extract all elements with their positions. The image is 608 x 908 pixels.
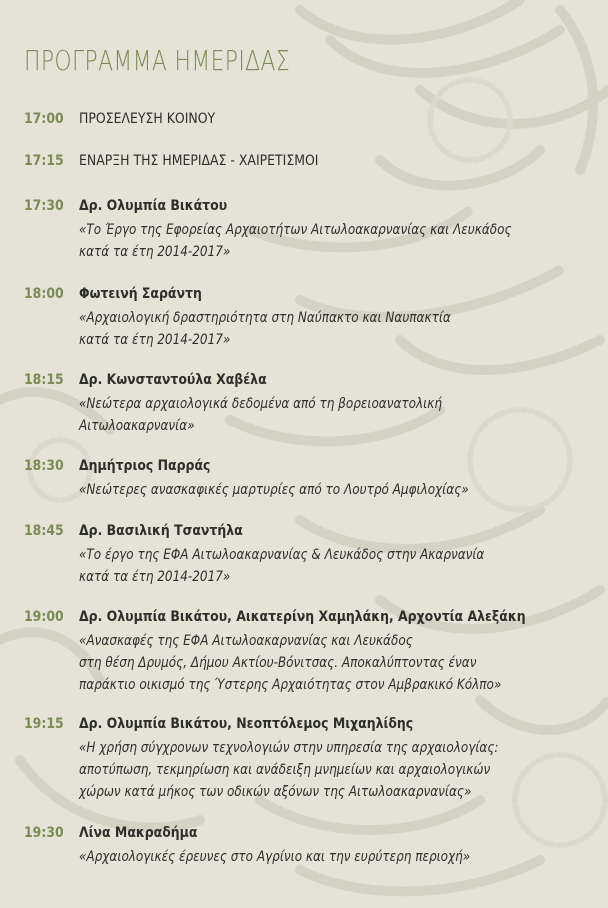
item-heading: Λίνα Μακραδήμα: [79, 825, 198, 841]
item-heading: Δρ. Βασιλική Τσαντήλα: [79, 523, 243, 539]
item-description: [79, 630, 501, 696]
item-time: 18:30: [24, 458, 64, 474]
description-line: «Το Έργο της Εφορείας Αρχαιοτήτων Αιτωλοακαρνανίας και Λευκάδος: [79, 222, 512, 238]
item-time: 17:15: [24, 153, 64, 169]
item-description: [79, 393, 442, 437]
item-description: [79, 737, 498, 803]
item-description: [79, 544, 484, 588]
description-line: Αιτωλοακαρνανία»: [79, 418, 195, 434]
description-line: κατά τα έτη 2014-2017»: [79, 244, 231, 260]
description-line: παράκτιο οικισμό της Ύστερης Αρχαιότητας στον Αμβρακικό Κόλπο»: [79, 677, 502, 693]
item-heading: Δρ. Κωνσταντούλα Χαβέλα: [79, 372, 267, 388]
page-title: ΠΡΟΓΡΑΜΜΑ ΗΜΕΡΙΔΑΣ: [24, 44, 291, 77]
item-time: 19:30: [24, 825, 64, 841]
item-heading: ΠΡΟΣΕΛΕΥΣΗ ΚΟΙΝΟΥ: [79, 111, 216, 127]
item-time: 17:00: [24, 111, 64, 127]
description-line: «Ανασκαφές της ΕΦΑ Αιτωλοακαρνανίας και Λευκάδος: [79, 633, 413, 649]
description-line: κατά τα έτη 2014-2017»: [79, 569, 231, 585]
description-line: χώρων κατά μήκος των οδικών αξόνων της Αιτωλοακαρνανίας»: [79, 784, 472, 800]
item-time: 18:15: [24, 372, 64, 388]
description-line: «Αρχαιολογική δραστηριότητα στη Ναύπακτο και Ναυπακτία: [79, 310, 451, 326]
item-heading: Δημήτριος Παρράς: [79, 458, 211, 474]
description-line: «Νεώτερες ανασκαφικές μαρτυρίες από το Λουτρό Αμφιλοχίας»: [79, 482, 469, 498]
description-line: στη θέση Δρυμός, Δήμου Ακτίου-Βόνιτσας. Αποκαλύπτοντας έναν: [79, 655, 477, 671]
description-line: «Νεώτερα αρχαιολογικά δεδομένα από τη βορειοανατολική: [79, 396, 442, 412]
item-heading: Δρ. Ολυμπία Βικάτου: [79, 198, 228, 214]
description-line: αποτύπωση, τεκμηρίωση και ανάδειξη μνημείων και αρχαιολογικών: [79, 762, 491, 778]
item-heading: Δρ. Ολυμπία Βικάτου, Νεοπτόλεμος Μιχαηλίδης: [79, 716, 414, 732]
description-line: «Η χρήση σύγχρονων τεχνολογιών στην υπηρεσία της αρχαιολογίας:: [79, 740, 499, 756]
item-heading: Δρ. Ολυμπία Βικάτου, Αικατερίνη Χαμηλάκη, Αρχοντία Αλεξάκη: [79, 609, 526, 625]
item-heading: ΕΝΑΡΞΗ ΤΗΣ ΗΜΕΡΙΔΑΣ - ΧΑΙΡΕΤΙΣΜΟΙ: [79, 153, 319, 169]
description-line: «Το έργο της ΕΦΑ Αιτωλοακαρνανίας & Λευκάδος στην Ακαρνανία: [79, 547, 485, 563]
item-time: 19:15: [24, 716, 64, 732]
item-heading: Φωτεινή Σαράντη: [79, 286, 202, 302]
item-description: [79, 219, 512, 263]
item-time: 18:45: [24, 523, 64, 539]
description-line: «Αρχαιολογικές έρευνες στο Αγρίνιο και την ευρύτερη περιοχή»: [79, 849, 471, 865]
item-description: [79, 479, 469, 501]
item-description: [79, 846, 470, 868]
description-line: κατά τα έτη 2014-2017»: [79, 332, 231, 348]
item-time: 18:00: [24, 286, 64, 302]
item-time: 17:30: [24, 198, 64, 214]
item-time: 19:00: [24, 609, 64, 625]
item-description: [79, 307, 451, 351]
